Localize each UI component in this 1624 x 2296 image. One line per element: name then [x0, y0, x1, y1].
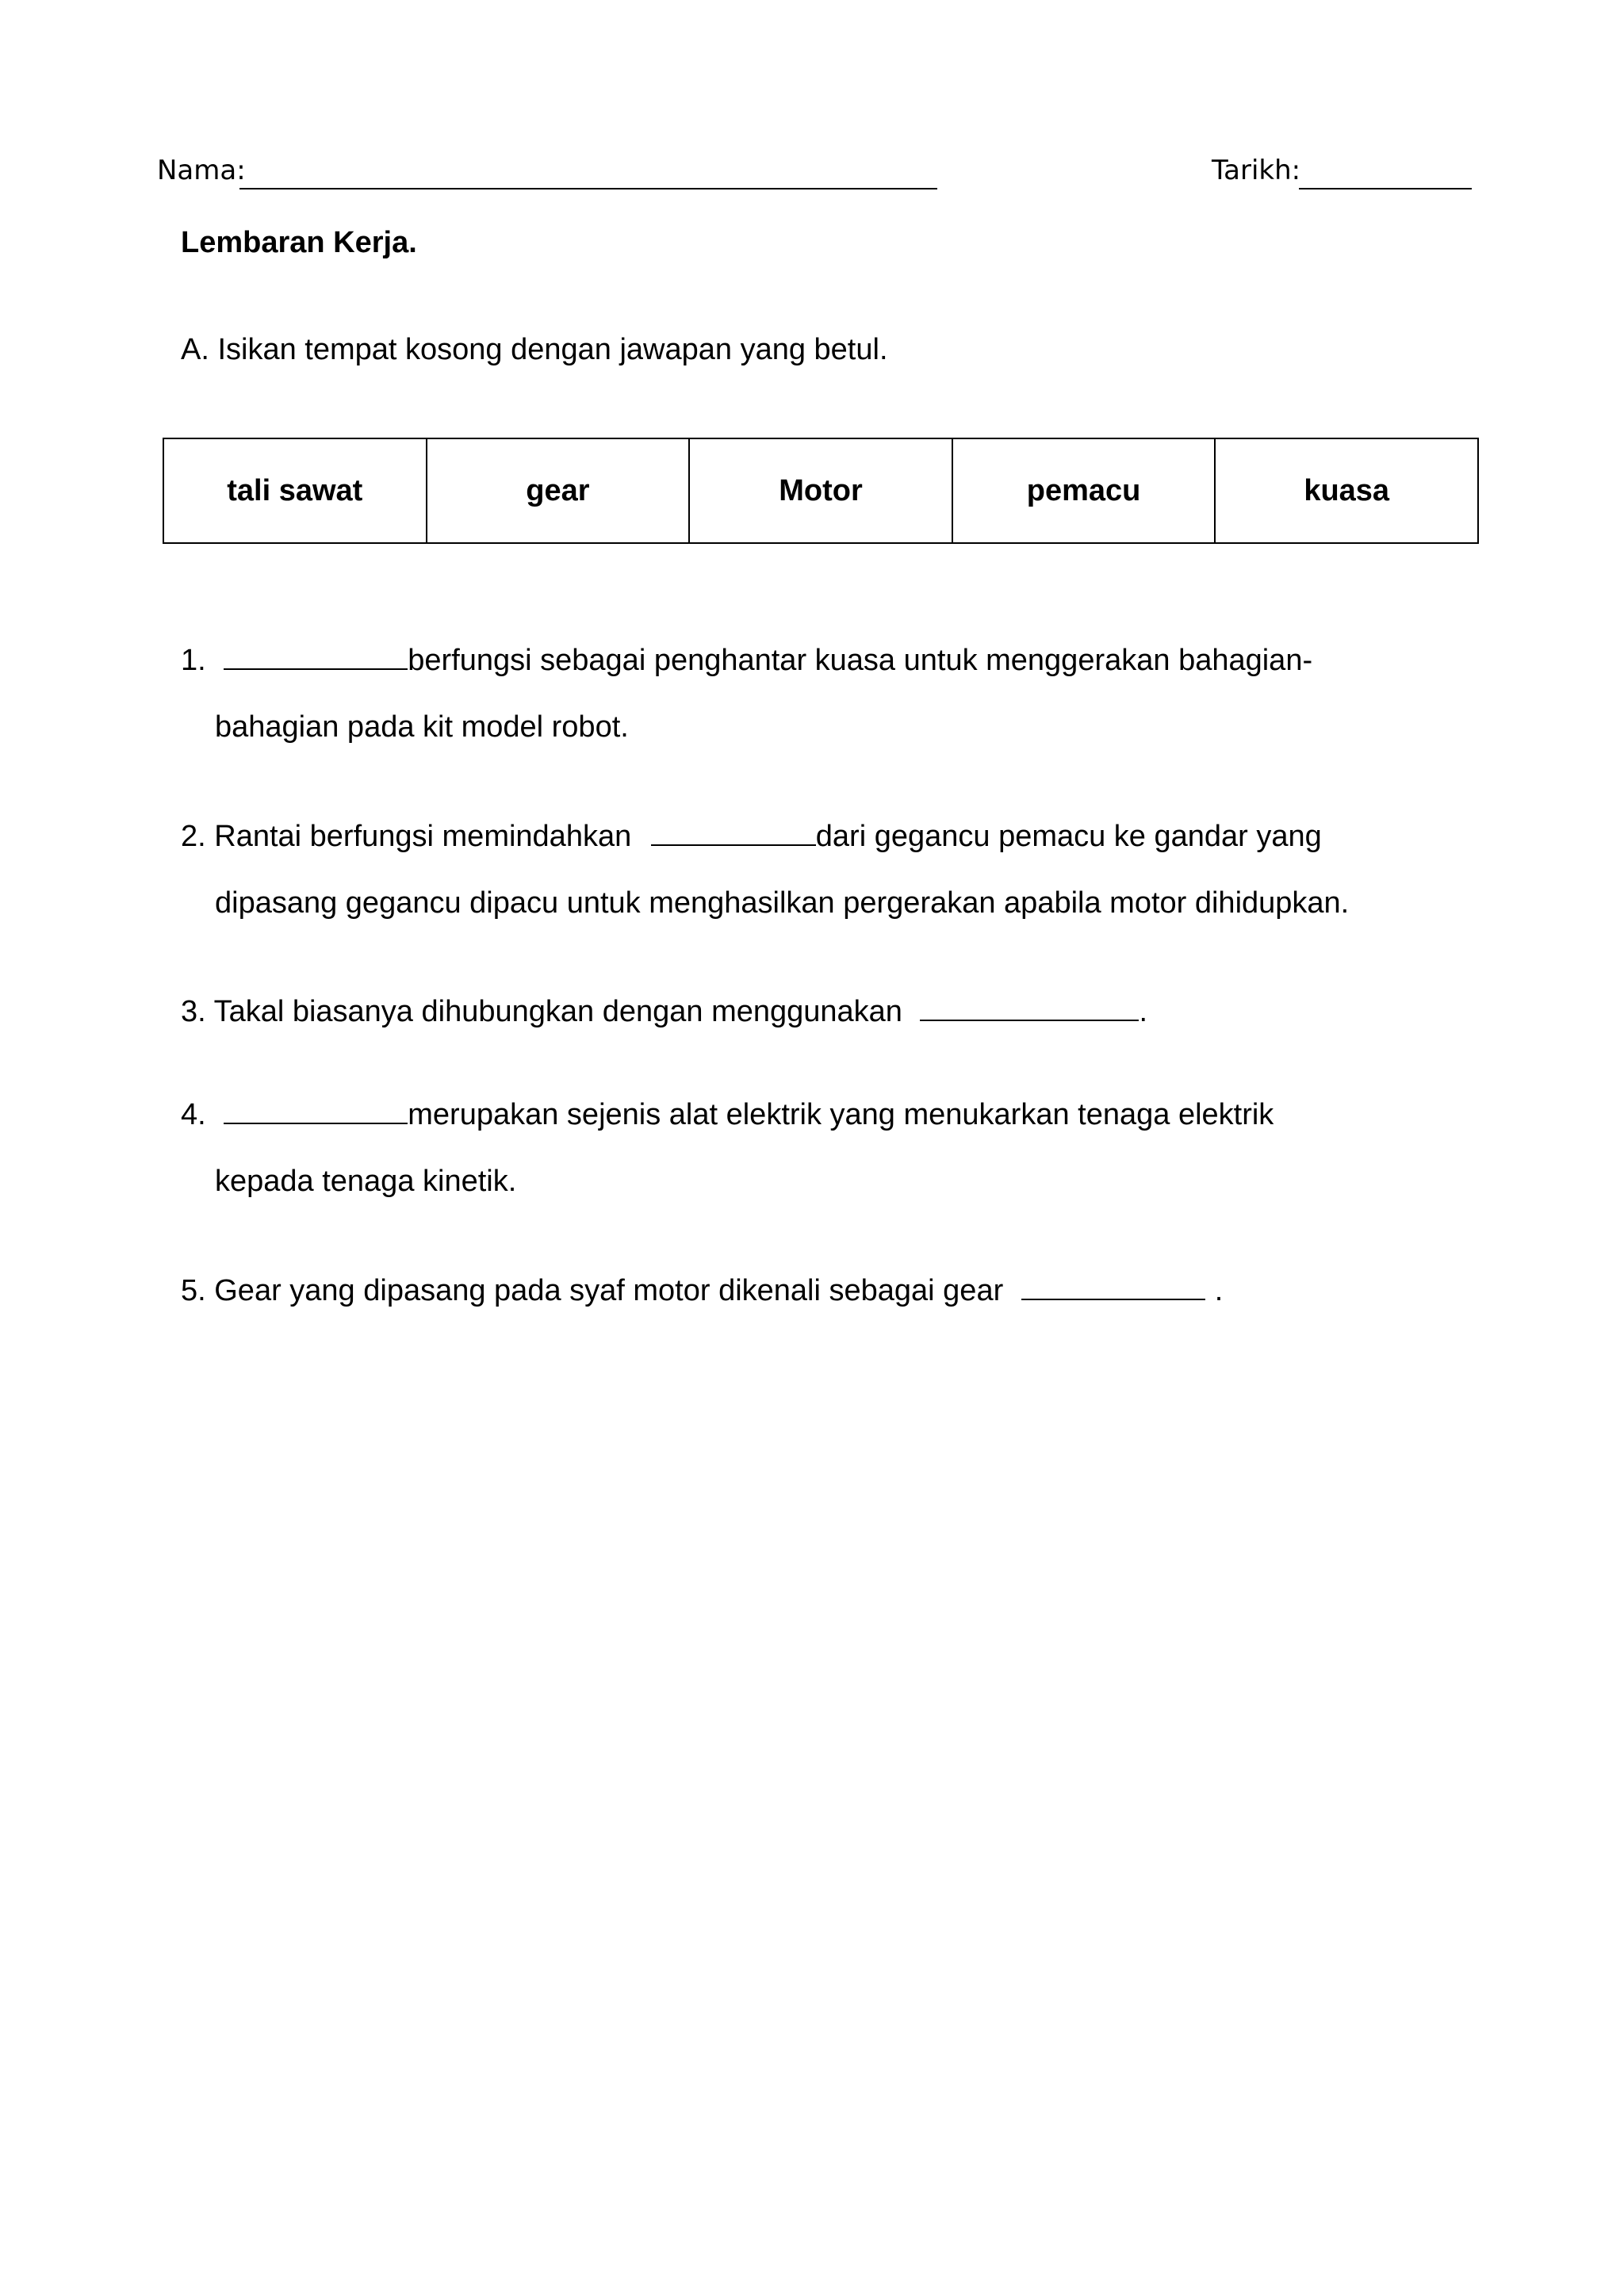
question-2-blank[interactable]	[651, 814, 816, 846]
word-bank-cell: gear	[427, 438, 690, 543]
word-bank-cell: tali sawat	[163, 438, 427, 543]
word-bank-row	[163, 438, 1478, 543]
word-bank-cell: Motor	[689, 438, 952, 543]
name-label: Nama:	[157, 155, 246, 186]
question-1-line-2: bahagian pada kit model robot.	[215, 710, 629, 744]
question-4-line-1	[181, 1093, 1274, 1132]
question-1-text: berfungsi sebagai penghantar kuasa untuk menggerakan bahagian-	[408, 644, 1313, 677]
instruction-text: A. Isikan tempat kosong dengan jawapan yang betul.	[181, 333, 888, 366]
question-5-text-after: .	[1214, 1274, 1224, 1307]
question-2-line-2: dipasang gegancu dipacu untuk menghasilkan pergerakan apabila motor dihidupkan.	[215, 886, 1350, 920]
word-bank-table	[163, 438, 1479, 544]
question-2-text-after: dari gegancu pemacu ke gandar yang	[815, 820, 1322, 853]
header-row	[157, 155, 1473, 194]
question-5-line-1	[181, 1269, 1223, 1308]
question-1-blank[interactable]	[224, 638, 408, 670]
word-bank-cell: pemacu	[952, 438, 1216, 543]
question-3-blank[interactable]	[920, 989, 1139, 1021]
question-3-line-1	[181, 989, 1147, 1029]
question-3-text-before: 3. Takal biasanya dihubungkan dengan menggunakan	[181, 995, 902, 1028]
question-2-line-1	[181, 814, 1322, 854]
question-3-text-after: .	[1139, 995, 1148, 1028]
question-4-number: 4.	[181, 1098, 206, 1131]
question-1-number: 1.	[181, 644, 206, 677]
word-bank-cell: kuasa	[1215, 438, 1478, 543]
question-4-line-2: kepada tenaga kinetik.	[215, 1165, 517, 1198]
question-5-text-before: 5. Gear yang dipasang pada syaf motor dikenali sebagai gear	[181, 1274, 1004, 1307]
date-field[interactable]	[1299, 188, 1472, 189]
question-5-blank[interactable]	[1021, 1269, 1205, 1300]
worksheet-title: Lembaran Kerja.	[181, 226, 417, 259]
question-2-text-before: 2. Rantai berfungsi memindahkan	[181, 820, 632, 853]
date-label: Tarikh:	[1212, 155, 1301, 186]
question-4-text: merupakan sejenis alat elektrik yang menukarkan tenaga elektrik	[408, 1098, 1274, 1131]
name-field[interactable]	[239, 188, 937, 189]
question-1-line-1	[181, 638, 1312, 678]
question-4-blank[interactable]	[224, 1093, 408, 1124]
